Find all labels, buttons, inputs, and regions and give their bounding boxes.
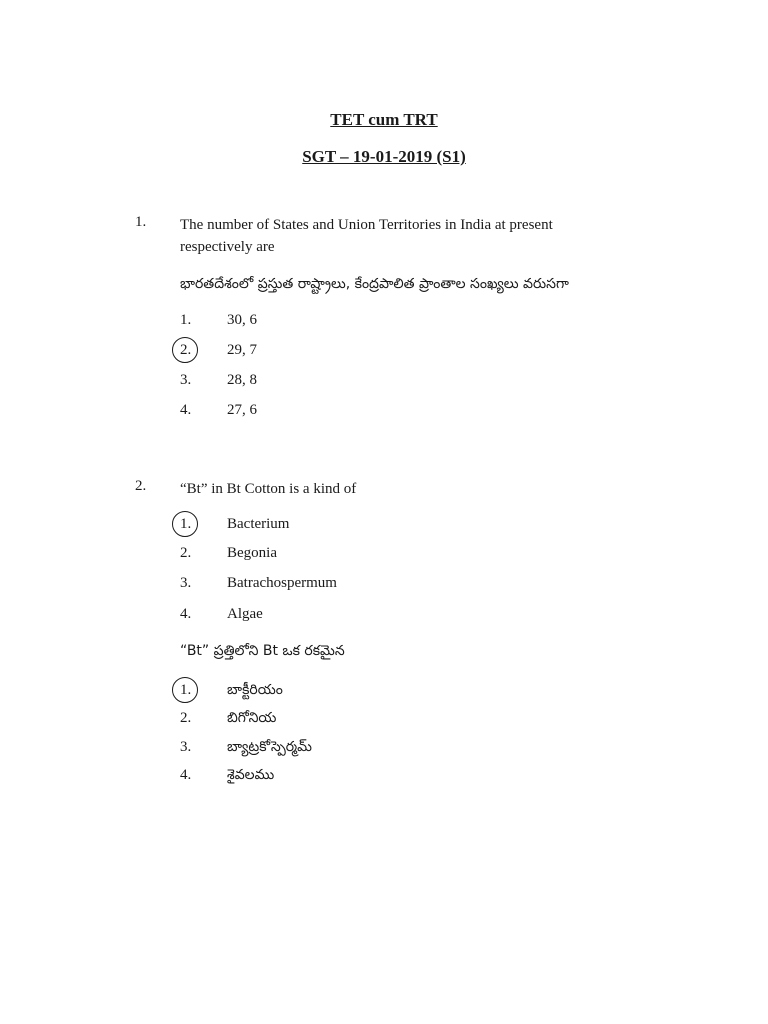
option-number: 3.: [180, 575, 192, 591]
option-text: Begonia: [227, 545, 277, 561]
option-text: బిగోనియ: [227, 710, 277, 726]
question-number: 2.: [135, 478, 147, 494]
question-number: 1.: [135, 214, 147, 230]
option-text: 30, 6: [227, 312, 257, 328]
option-number: 4.: [180, 606, 192, 622]
option-number: 2.: [180, 342, 192, 358]
option-text: Batrachospermum: [227, 575, 337, 591]
question-text: The number of States and Union Territories in India at present respectively are: [180, 217, 553, 255]
option-text: Bacterium: [227, 516, 290, 532]
question-text: “Bt” in Bt Cotton is a kind of: [180, 481, 357, 497]
option-number: 4.: [180, 767, 192, 783]
document-title: TET cum TRT: [330, 110, 438, 129]
document-subtitle: SGT – 19-01-2019 (S1): [302, 147, 466, 166]
option-number: 3.: [180, 372, 192, 388]
option-number: 2.: [180, 545, 192, 561]
option-text: 27, 6: [227, 402, 257, 418]
option-number: 1.: [180, 516, 192, 532]
option-text: 28, 8: [227, 372, 257, 388]
option-number: 3.: [180, 739, 192, 755]
question-text-telugu: భారతదేశంలో ప్రస్తుత రాష్ట్రాలు, కేంద్రపాలిత ప్రాంతాల సంఖ్యలు వరుసగా: [180, 276, 569, 292]
option-number: 2.: [180, 710, 192, 726]
option-number: 1.: [180, 682, 192, 698]
option-text: Algae: [227, 606, 263, 622]
question-text-telugu: “Bt” ప్రత్తిలోని Bt ఒక రకమైన: [180, 643, 345, 659]
option-text: శైవలము: [227, 767, 275, 783]
option-number: 4.: [180, 402, 192, 418]
option-text: 29, 7: [227, 342, 257, 358]
option-text: బ్యాట్రకోస్పెర్మమ్: [227, 739, 312, 755]
option-number: 1.: [180, 312, 192, 328]
option-text: బాక్టీరియం: [227, 682, 283, 698]
